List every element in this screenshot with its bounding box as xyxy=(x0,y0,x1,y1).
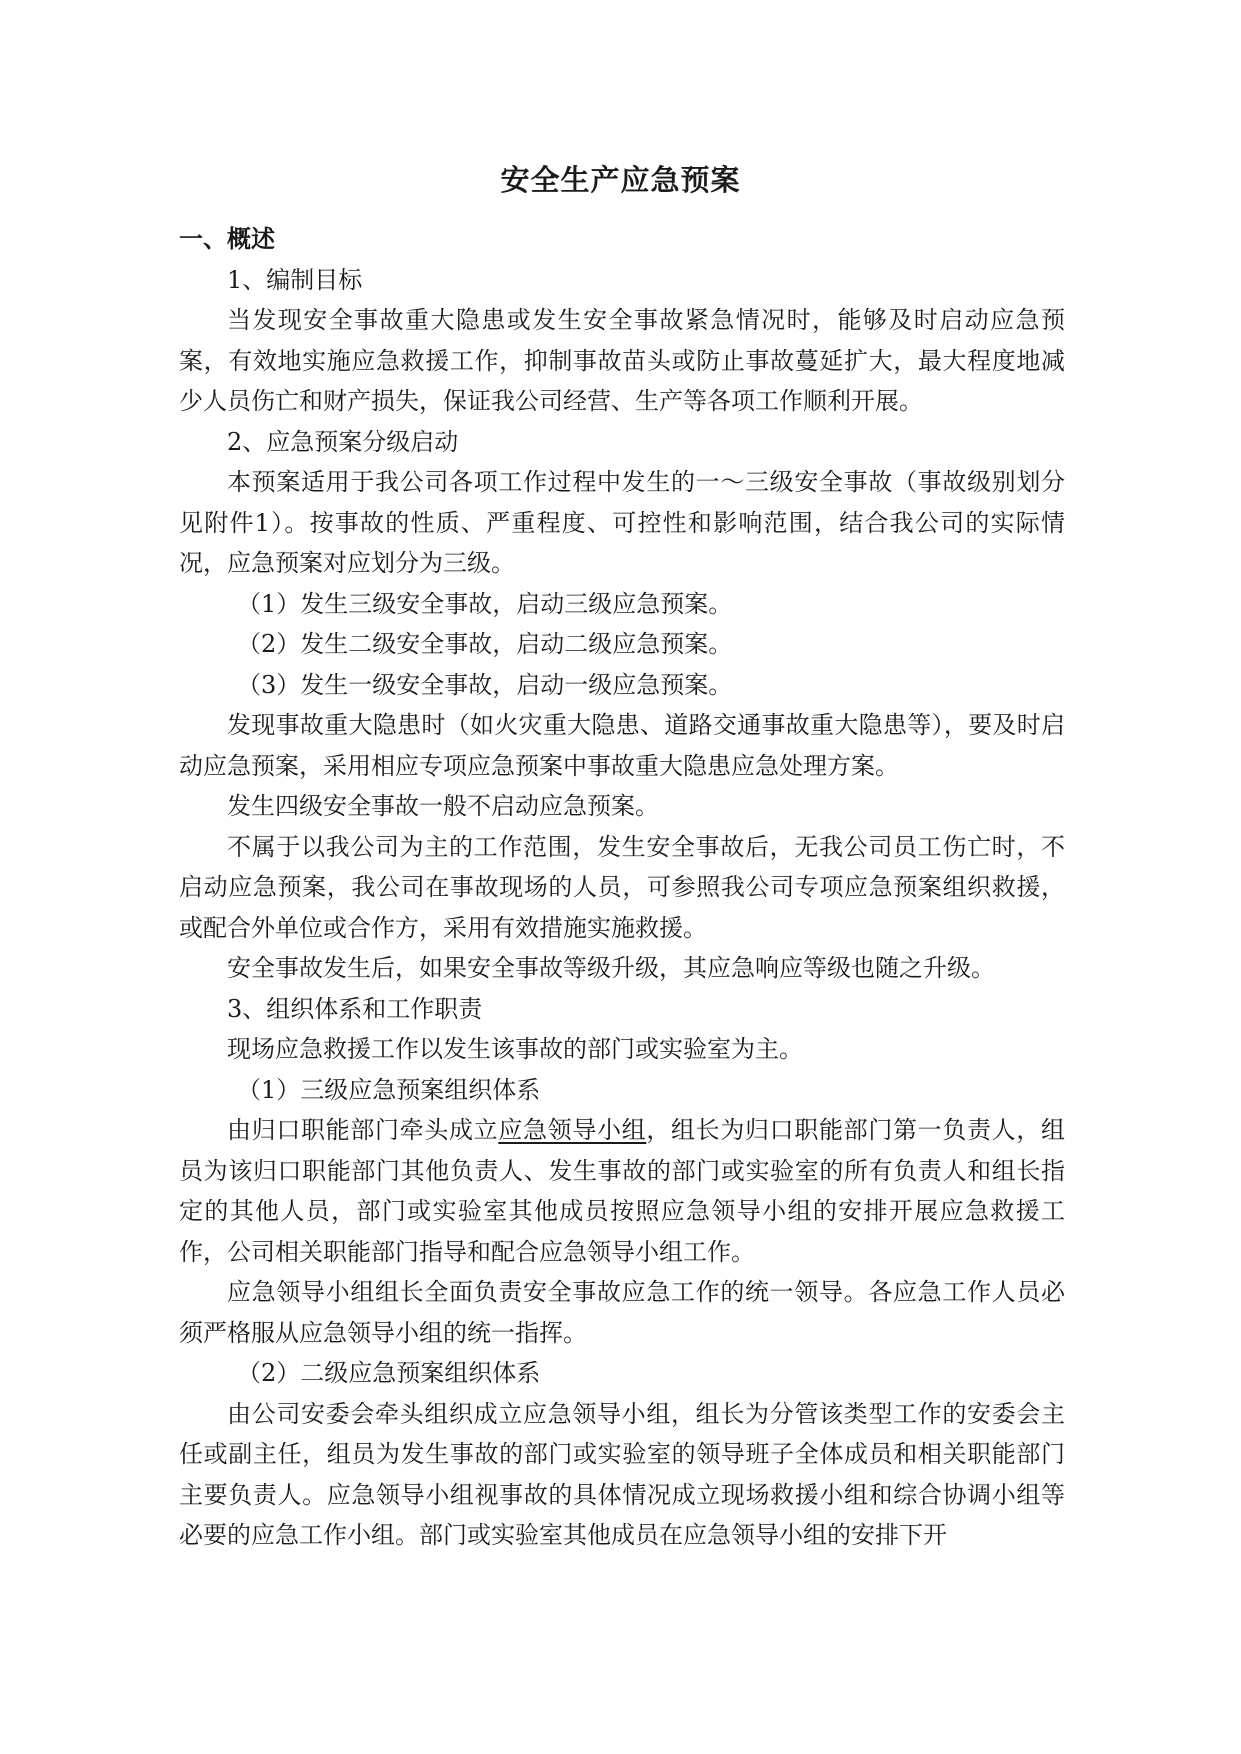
document-title: 安全生产应急预案 xyxy=(500,163,741,197)
item-heading-organization: 3、组织体系和工作职责 xyxy=(227,994,483,1023)
paragraph-level2-org: 由公司安委会牵头组织成立应急领导小组，组长为分管该类型工作的安委会主任或副主任，组员为发生事故的部门或实验室的领导班子全体成员和相关职能部门主要负责人。应急领导小组视事故的具体情况成立现场救援小组和综合协调小组等必要的应急工作小组。部门或实验室其他成员在应急领导小组的安排下开 xyxy=(179,1399,1065,1549)
sub-heading-level3-org: （1）三级应急预案组织体系 xyxy=(237,1075,541,1104)
paragraph-level4: 发生四级安全事故一般不启动应急预案。 xyxy=(227,792,659,820)
list-item-level2: （2）发生二级安全事故，启动二级应急预案。 xyxy=(237,630,733,658)
paragraph-level3-org xyxy=(179,1110,1065,1272)
paragraph-hazard: 发现事故重大隐患时（如火灾重大隐患、道路交通事故重大隐患等），要及时启动应急预案，采用相应专项应急预案中事故重大隐患应急处理方案。 xyxy=(179,711,1065,780)
document-body xyxy=(179,219,1065,1556)
list-item-level3: （1）发生三级安全事故，启动三级应急预案。 xyxy=(237,589,733,618)
sub-heading-level2-org: （2）二级应急预案组织体系 xyxy=(237,1359,541,1387)
underlined-term: 应急领导小组 xyxy=(498,1116,647,1144)
section-heading-overview: 一、概述 xyxy=(179,225,275,253)
text-segment: 由归口职能部门牵头成立 xyxy=(227,1116,499,1144)
item-heading-objective: 1、编制目标 xyxy=(227,265,363,294)
paragraph-outside-scope: 不属于以我公司为主的工作范围，发生安全事故后，无我公司员工伤亡时，不启动应急预案，我公司在事故现场的人员，可参照我公司专项应急预案组织救援，或配合外单位或合作方，采用有效措施实施救援。 xyxy=(179,832,1065,942)
paragraph-grading: 本预案适用于我公司各项工作过程中发生的一～三级安全事故（事故级别划分见附件1）。按事故的性质、严重程度、可控性和影响范围，结合我公司的实际情况，应急预案对应划分为三级。 xyxy=(179,468,1065,577)
paragraph-leader: 应急领导小组组长全面负责安全事故应急工作的统一领导。各应急工作人员必须严格服从应急领导小组的统一指挥。 xyxy=(179,1278,1065,1347)
text-segment: ，组长为归口职能部门第一负责人，组员为该归口职能部门其他负责人、发生事故的部门或实验室的所有负责人和组长指定的其他人员，部门或实验室其他成员按照应急领导小组的安排开展应急救援工作，公司相关职能部门指导和配合应急领导小组工作。 xyxy=(179,1116,1066,1266)
paragraph-upgrade: 安全事故发生后，如果安全事故等级升级，其应急响应等级也随之升级。 xyxy=(227,954,995,982)
paragraph-objective: 当发现安全事故重大隐患或发生安全事故紧急情况时，能够及时启动应急预案，有效地实施应急救援工作，抑制事故苗头或防止事故蔓延扩大，最大程度地减少人员伤亡和财产损失，保证我公司经营、生产等各项工作顺利开展。 xyxy=(179,306,1065,415)
paragraph-organization: 现场应急救援工作以发生该事故的部门或实验室为主。 xyxy=(227,1035,803,1063)
item-heading-grading: 2、应急预案分级启动 xyxy=(227,427,459,456)
list-item-level1: （3）发生一级安全事故，启动一级应急预案。 xyxy=(237,670,733,699)
